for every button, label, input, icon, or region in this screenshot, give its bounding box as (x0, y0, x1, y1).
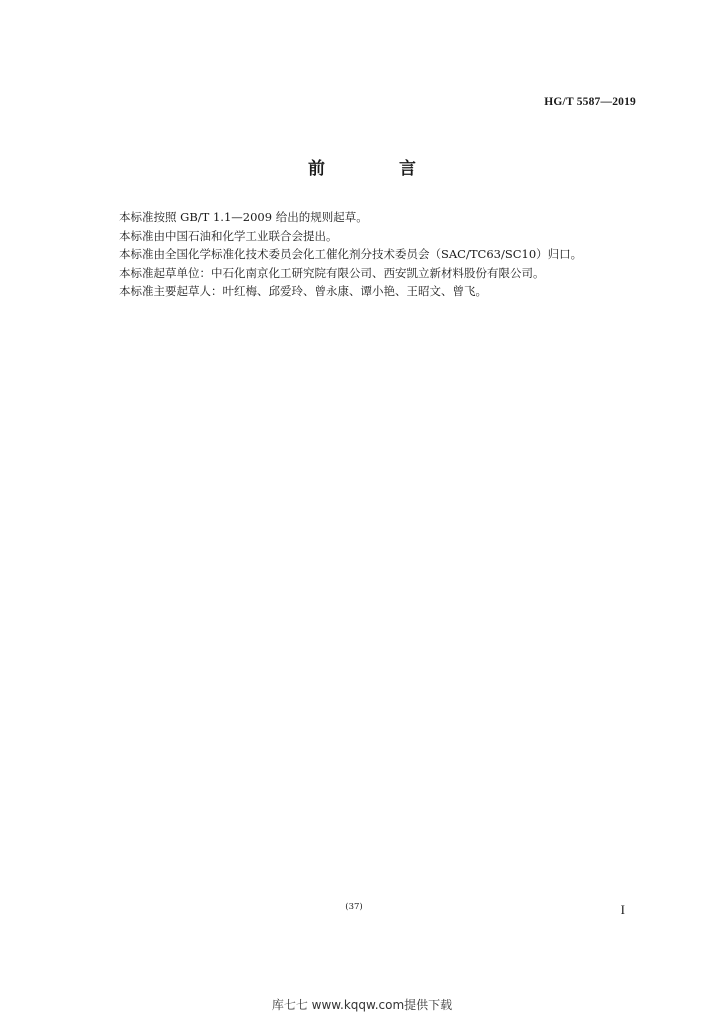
paragraph-drafters: 本标准主要起草人：叶红梅、邱爱玲、曾永康、谭小艳、王昭文、曾飞。 (119, 284, 487, 298)
page-number: I (620, 902, 625, 917)
watermark-text: 库七七 www.kqqw.com提供下载 (271, 998, 453, 1012)
paragraph-committee: 本标准由全国化学标准化技术委员会化工催化剂分技术委员会（SAC/TC63/SC10）归口。 (119, 247, 583, 261)
paragraph-drafting-rules: 本标准按照 GB/T 1.1—2009 给出的规则起草。 (119, 210, 368, 224)
standard-code: HG/T 5587—2019 (544, 96, 636, 108)
foreword-body (119, 208, 639, 301)
page-title: 前 言 (308, 159, 450, 179)
paragraph-proposer: 本标准由中国石油和化学工业联合会提出。 (119, 228, 338, 243)
page-reference: (37) (345, 902, 363, 912)
paragraph-drafting-units: 本标准起草单位：中石化南京化工研究院有限公司、西安凯立新材料股份有限公司。 (119, 265, 545, 280)
